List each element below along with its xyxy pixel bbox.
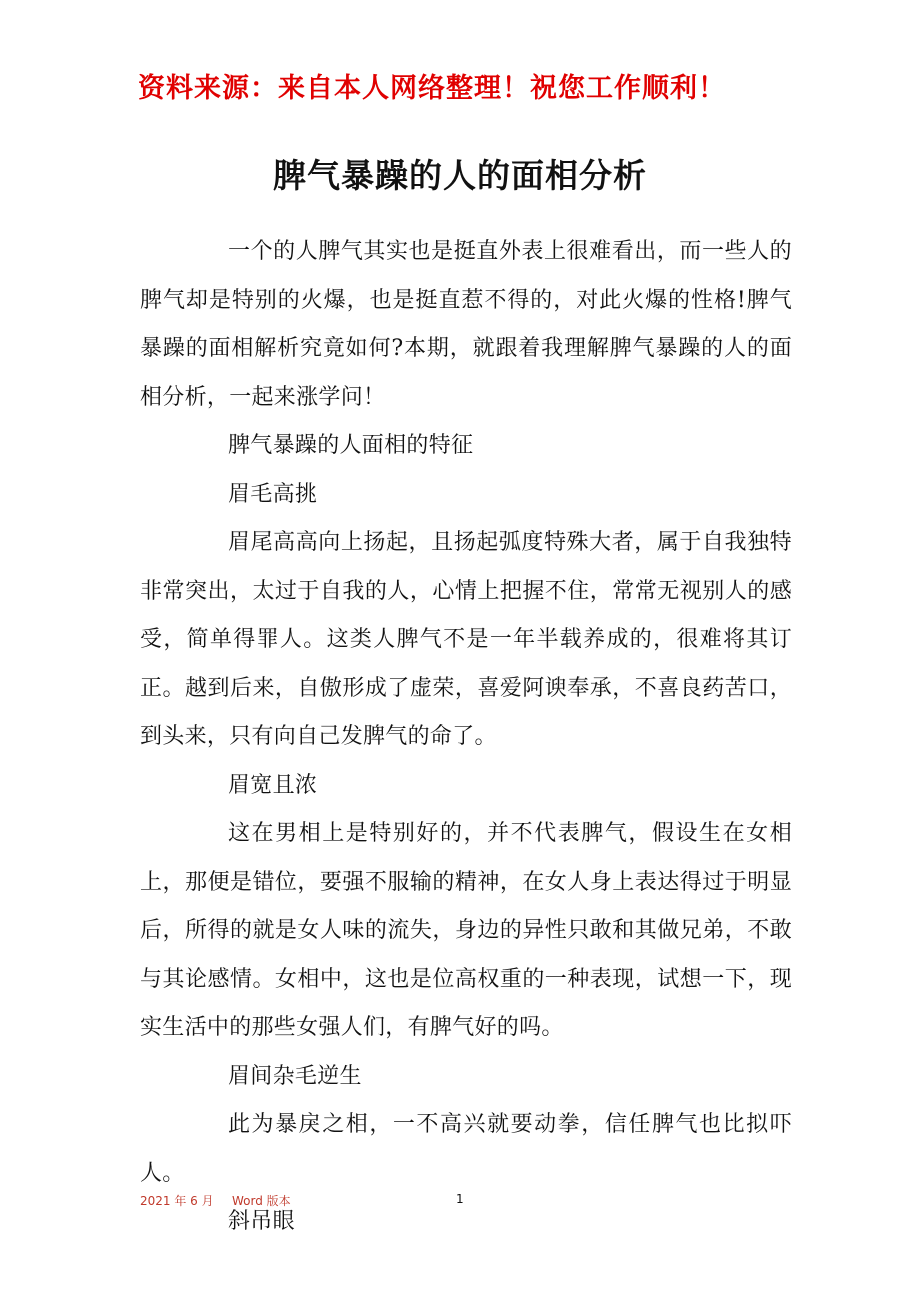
document-title: 脾气暴躁的人的面相分析 [273,156,647,195]
document-body [140,228,792,1247]
footer-version: Word 版本 [232,1194,291,1208]
subsection-heading: 眉间杂毛逆生 [228,1063,362,1089]
source-banner: 资料来源：来自本人网络整理！祝您工作顺利！ [138,73,726,104]
subsection-heading: 斜吊眼 [228,1209,295,1234]
footer-date: 2021 年 6 月 [140,1194,214,1208]
subsection-heading: 眉宽且浓 [228,772,318,798]
page-number: 1 [456,1192,464,1206]
body-paragraph: 这在男相上是特别好的，并不代表脾气，假设生在女相上，那便是错位，要强不服输的精神，在女人身上表达得过于明显后，所得的就是女人味的流失，身边的异性只敢和其做兄弟，不敢与其论感情。女相中，这也是位高权重的一种表现，试想一下，现实生活中的那些女强人们，有脾气好的吗。 [140,821,792,1040]
body-paragraph: 眉尾高高向上扬起，且扬起弧度特殊大者，属于自我独特非常突出，太过于自我的人，心情上把握不住，常常无视别人的感受，简单得罪人。这类人脾气不是一年半载养成的，很难将其订正。越到后来，自傲形成了虚荣，喜爱阿谀奉承，不喜良药苦口，到头来，只有向自己发脾气的命了。 [140,530,792,749]
subsection-heading: 眉毛高挑 [228,481,318,507]
section-heading: 脾气暴躁的人面相的特征 [228,433,474,458]
body-paragraph: 此为暴戾之相，一不高兴就要动拳，信任脾气也比拟吓人。 [140,1112,792,1186]
body-paragraph: 一个的人脾气其实也是挺直外表上很难看出，而一些人的脾气却是特别的火爆，也是挺直惹不得的，对此火爆的性格!脾气暴躁的面相解析究竟如何?本期，就跟着我理解脾气暴躁的人的面相分析，一起来涨学问！ [140,239,792,410]
